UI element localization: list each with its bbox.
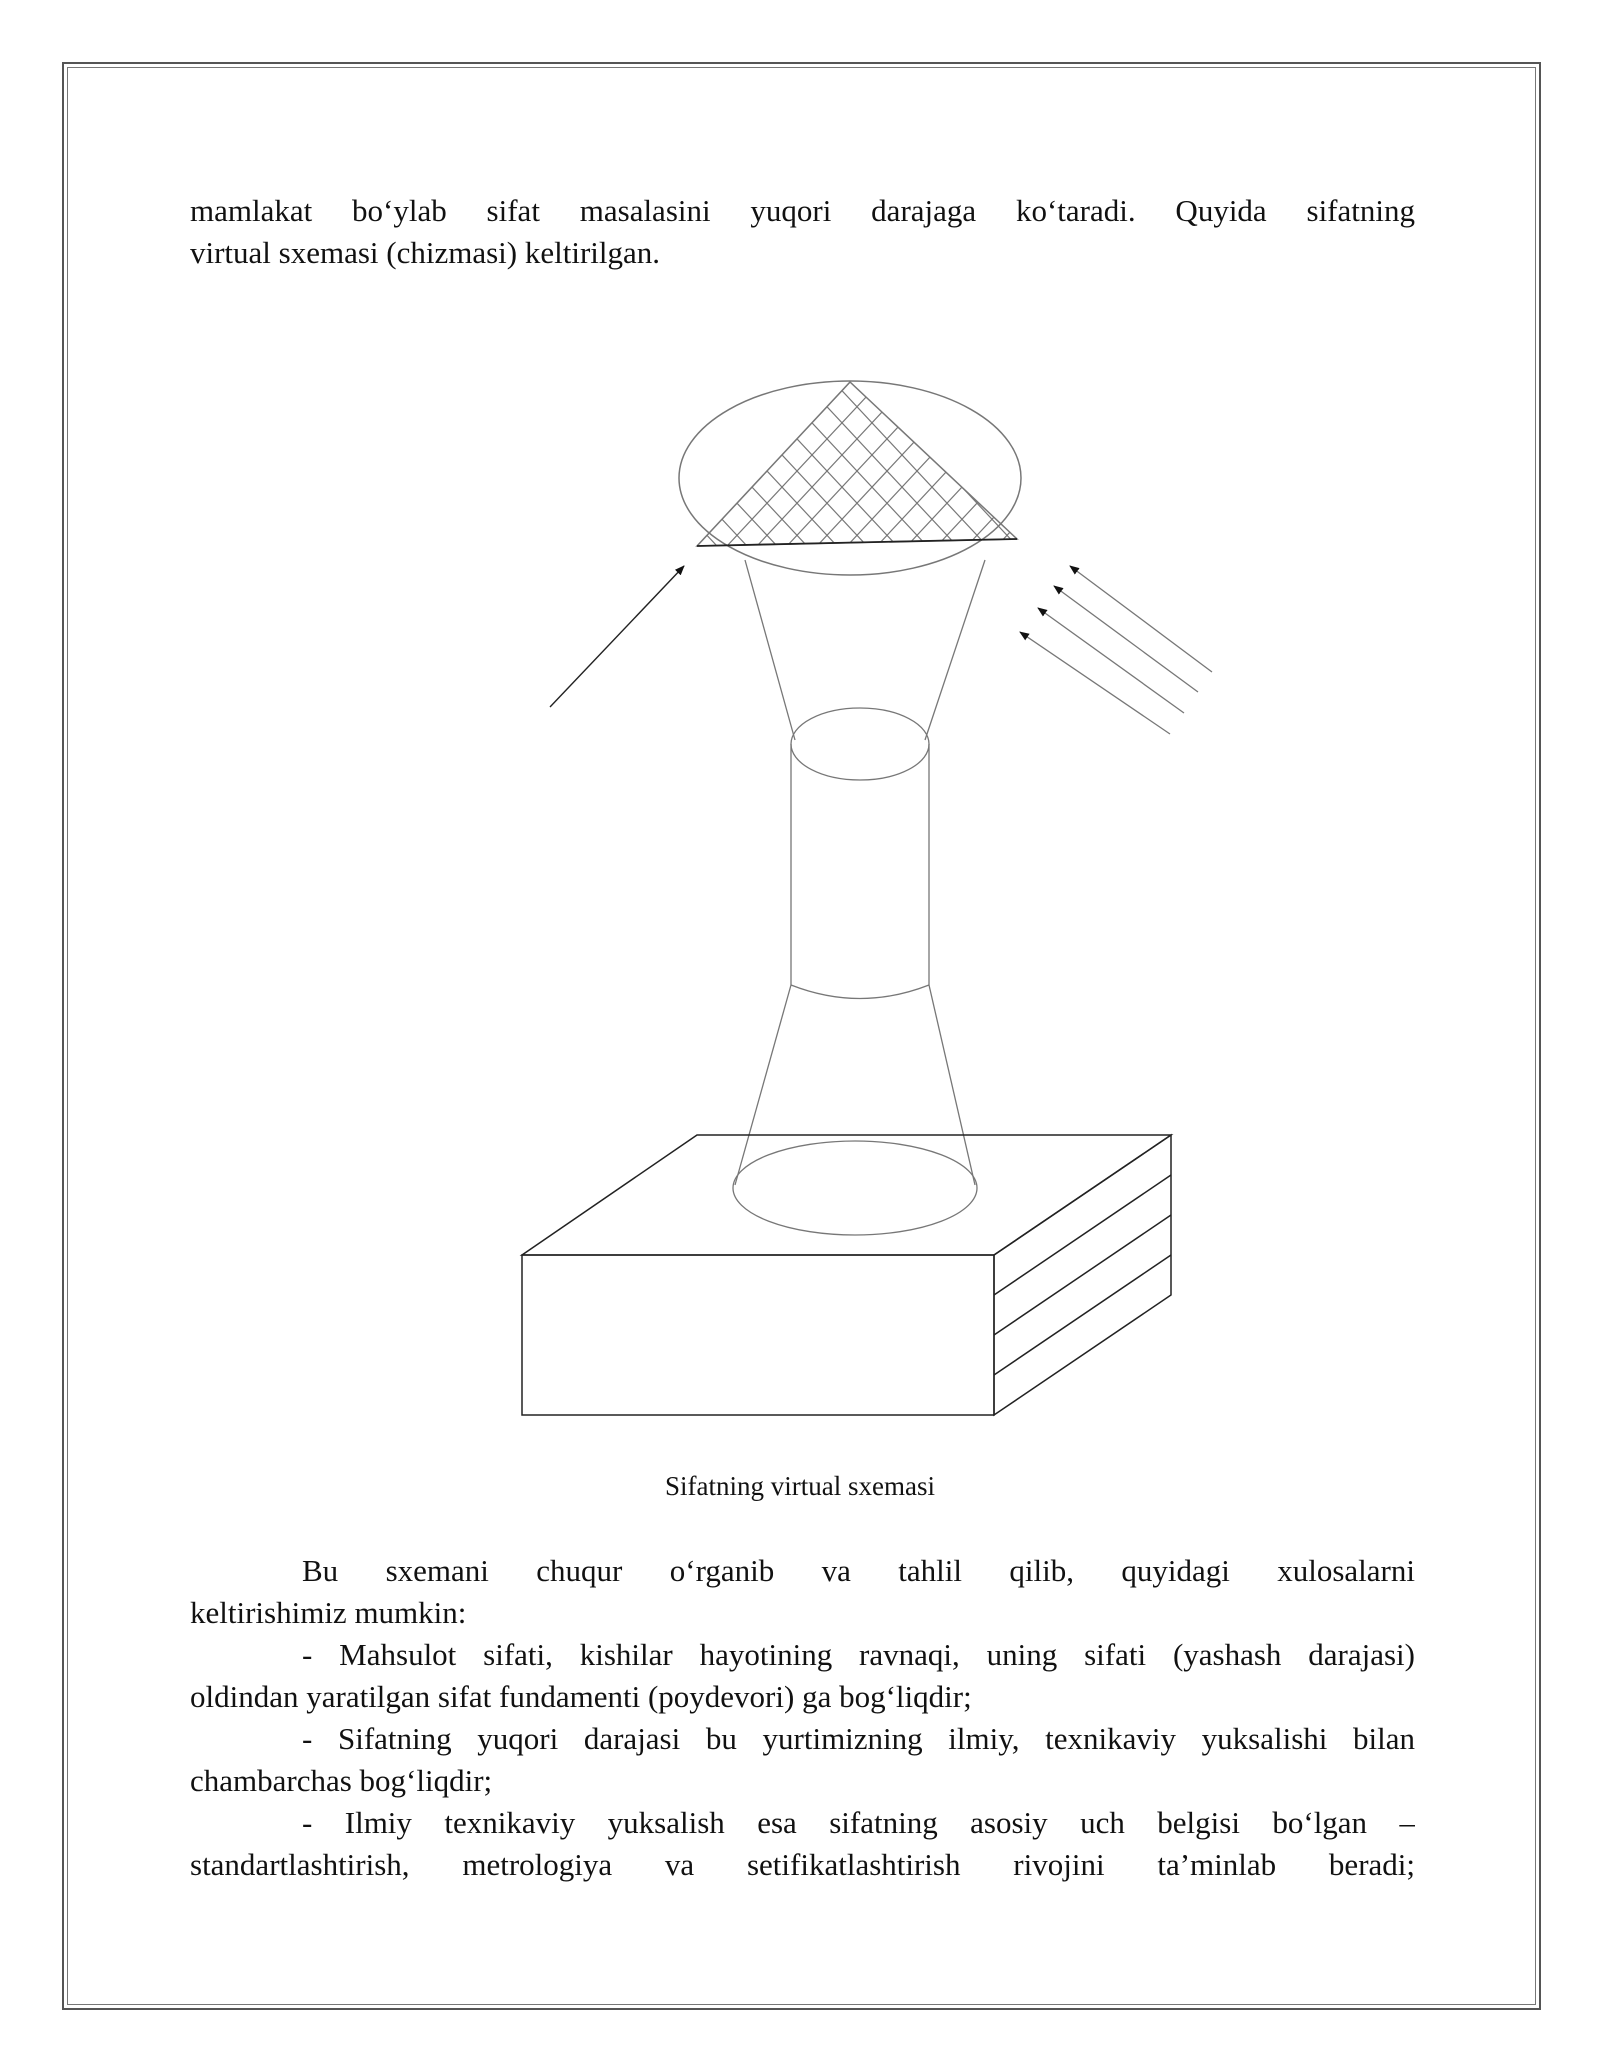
right-arrows <box>1020 566 1212 734</box>
bullet-1-line-1: - Mahsulot sifati, kishilar hayotining ravnaqi, uning sifati (yashash darajasi) <box>302 1637 1415 1672</box>
bullet-2-line-2: chambarchas bog‘liqdir; <box>190 1763 493 1798</box>
triangle-base <box>697 539 1017 546</box>
intro-line-1: mamlakat bo‘ylab sifat masalasini yuqori darajaga ko‘taradi. Quyida sifatning <box>190 193 1415 228</box>
funnel-right-side <box>925 560 985 740</box>
funnel-left-side <box>745 560 795 740</box>
bullet-2-line-1: - Sifatning yuqori darajasi bu yurtimizning ilmiy, texnikaviy yuksalishi bilan <box>302 1721 1415 1756</box>
base-ellipse <box>733 1141 977 1235</box>
bullet-1-line-2: oldindan yaratilgan sifat fundamenti (poydevori) ga bog‘liqdir; <box>190 1679 972 1714</box>
column-top-ellipse <box>791 708 929 780</box>
intro-line-2: virtual sxemasi (chizmasi) keltirilgan. <box>190 235 661 270</box>
cone-left-side <box>735 985 791 1185</box>
column-bottom-arc <box>791 985 929 999</box>
bullet-3-line-2: standartlashtirish, metrologiya va setifikatlashtirish rivojini ta’minlab beradi; <box>190 1847 1415 1882</box>
bullet-3-line-1: - Ilmiy texnikaviy yuksalish esa sifatning asosiy uch belgisi bo‘lgan – <box>302 1805 1415 1840</box>
left-arrow <box>550 566 684 707</box>
hatched-triangle <box>534 350 1210 546</box>
foundation-block <box>522 1135 1171 1415</box>
conclusion-intro-line-1: Bu sxemani chuqur o‘rganib va tahlil qilib, quyidagi xulosalarni <box>302 1553 1415 1588</box>
figure-caption: Sifatning virtual sxemasi <box>665 1471 935 1501</box>
cone-right-side <box>929 985 975 1185</box>
conclusion-intro-line-2: keltirishimiz mumkin: <box>190 1595 467 1630</box>
